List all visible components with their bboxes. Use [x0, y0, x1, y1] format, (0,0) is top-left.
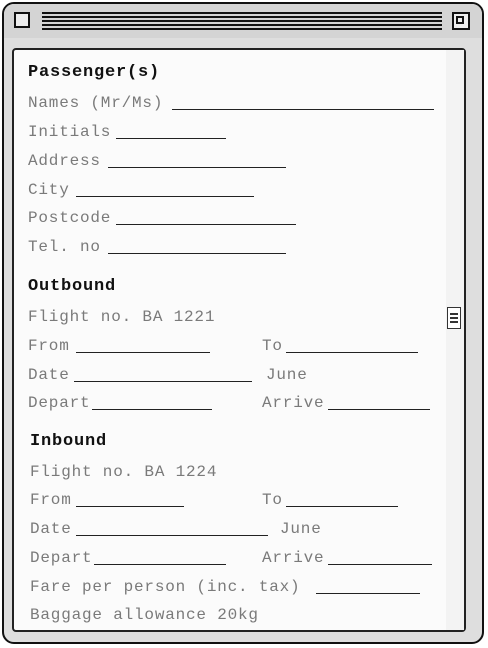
- inbound-to-label: To: [262, 491, 283, 509]
- outbound-month: June: [266, 366, 308, 384]
- scroll-thumb-icon[interactable]: [447, 307, 461, 329]
- title-bar[interactable]: [4, 4, 482, 38]
- baggage-label: Baggage allowance 20kg: [30, 606, 259, 624]
- address-field[interactable]: [108, 167, 286, 168]
- inbound-heading: Inbound: [30, 432, 108, 451]
- initials-field[interactable]: [116, 138, 226, 139]
- passenger-heading: Passenger(s): [28, 63, 161, 82]
- fare-label: Fare per person (inc. tax): [30, 578, 301, 596]
- city-label: City: [28, 181, 70, 199]
- tel-label: Tel. no: [28, 238, 101, 256]
- names-label: Names (Mr/Ms): [28, 94, 164, 112]
- outbound-date-field[interactable]: [74, 381, 252, 382]
- outbound-from-field[interactable]: [76, 352, 210, 353]
- initials-label: Initials: [28, 123, 112, 141]
- address-label: Address: [28, 152, 101, 170]
- inbound-arrive-label: Arrive: [262, 549, 325, 567]
- names-field[interactable]: [172, 109, 434, 110]
- inbound-from-field[interactable]: [76, 506, 184, 507]
- close-box-icon[interactable]: [14, 12, 30, 28]
- fare-field[interactable]: [316, 593, 420, 594]
- outbound-flight-label: Flight no. BA 1221: [28, 308, 216, 326]
- form-window: [2, 2, 484, 644]
- inbound-date-label: Date: [30, 520, 72, 538]
- inbound-depart-label: Depart: [30, 549, 93, 567]
- inbound-from-label: From: [30, 491, 72, 509]
- outbound-to-field[interactable]: [286, 352, 418, 353]
- outbound-arrive-field[interactable]: [328, 409, 430, 410]
- tel-field[interactable]: [108, 253, 286, 254]
- inbound-month: June: [280, 520, 322, 538]
- outbound-from-label: From: [28, 337, 70, 355]
- title-bar-stripes: [42, 12, 442, 30]
- outbound-date-label: Date: [28, 366, 70, 384]
- inbound-arrive-field[interactable]: [328, 564, 432, 565]
- inbound-date-field[interactable]: [76, 535, 268, 536]
- inbound-flight-label: Flight no. BA 1224: [30, 463, 218, 481]
- inbound-to-field[interactable]: [286, 506, 398, 507]
- zoom-box-icon[interactable]: [452, 12, 470, 30]
- city-field[interactable]: [76, 196, 254, 197]
- content-pane: [12, 48, 466, 632]
- outbound-depart-label: Depart: [28, 394, 91, 412]
- postcode-field[interactable]: [116, 224, 296, 225]
- outbound-arrive-label: Arrive: [262, 394, 325, 412]
- postcode-label: Postcode: [28, 209, 112, 227]
- outbound-to-label: To: [262, 337, 283, 355]
- inbound-depart-field[interactable]: [94, 564, 226, 565]
- outbound-heading: Outbound: [28, 277, 117, 296]
- vertical-scrollbar[interactable]: [446, 50, 464, 630]
- outbound-depart-field[interactable]: [92, 409, 212, 410]
- booking-form: [14, 50, 449, 630]
